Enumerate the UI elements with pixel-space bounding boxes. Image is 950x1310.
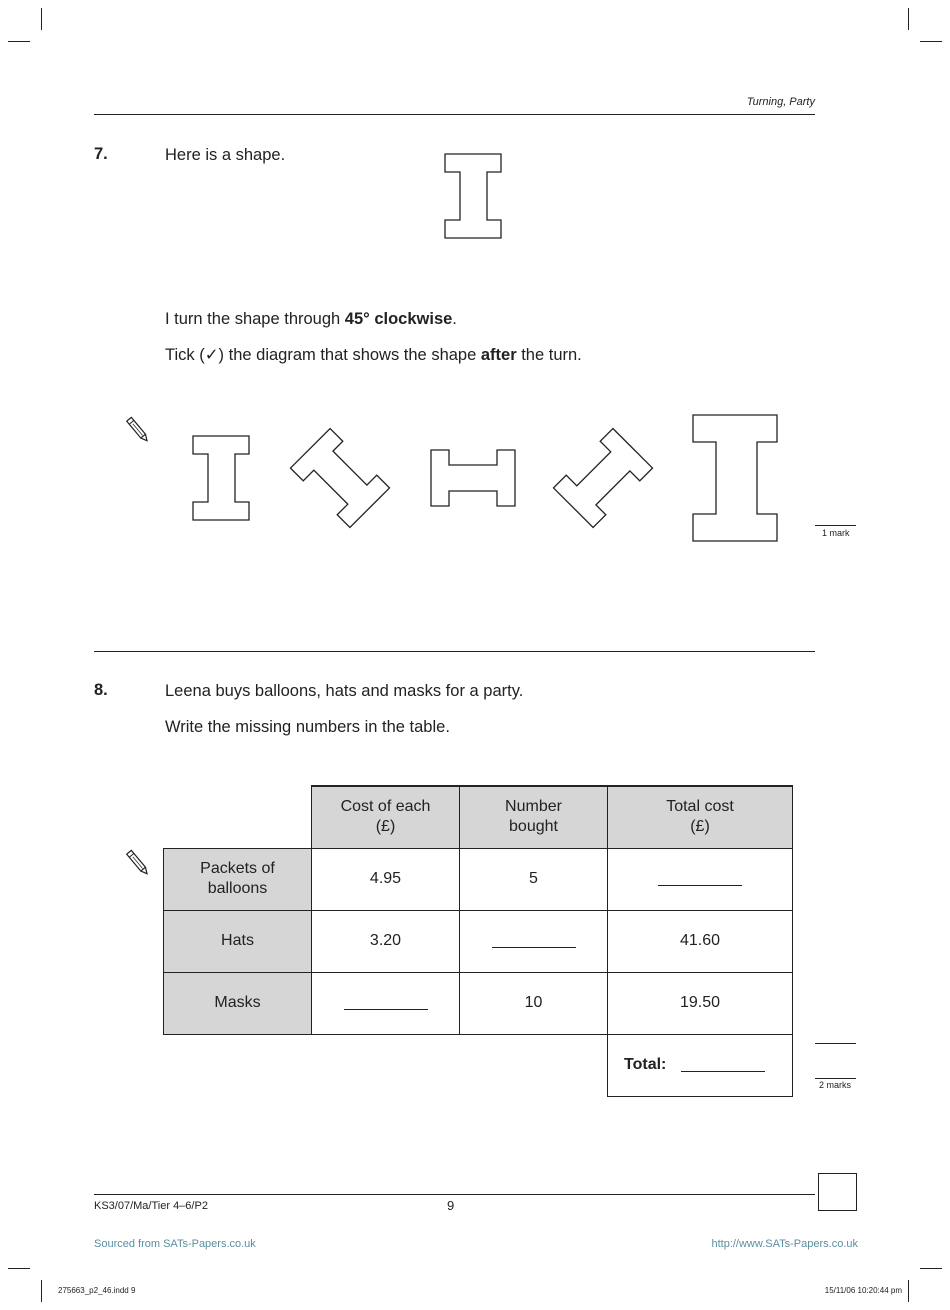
page-number: 9 bbox=[447, 1198, 455, 1213]
table-row bbox=[164, 972, 793, 1034]
row-label-masks: Masks bbox=[164, 972, 312, 1034]
q7-option-a-shape[interactable] bbox=[188, 430, 256, 526]
crop-mark bbox=[41, 1280, 42, 1302]
q7-intro: Here is a shape. bbox=[165, 146, 286, 164]
header-total-cost: Total cost (£) bbox=[608, 786, 793, 848]
q7-option-b-shape[interactable] bbox=[285, 423, 395, 533]
q7-option-c-shape[interactable] bbox=[425, 444, 521, 512]
paper-code: KS3/07/Ma/Tier 4–6/P2 bbox=[94, 1200, 208, 1212]
table-corner bbox=[164, 786, 312, 848]
q8-line1: Leena buys balloons, hats and masks for a party. bbox=[165, 682, 524, 700]
header-rule bbox=[94, 114, 815, 115]
crop-mark bbox=[920, 41, 942, 42]
q8-mark-rule bbox=[815, 1078, 856, 1079]
balloons-total-answer[interactable] bbox=[608, 848, 793, 910]
q7-option-d-shape[interactable] bbox=[548, 423, 658, 533]
table-total-row bbox=[164, 1034, 793, 1096]
q8-marks-label: 2 marks bbox=[819, 1080, 852, 1090]
table-row bbox=[164, 848, 793, 910]
header-cost-each: Cost of each (£) bbox=[312, 786, 460, 848]
pencil-icon bbox=[124, 413, 152, 447]
answer-line[interactable] bbox=[492, 934, 576, 948]
source-label: Sourced from SATs-Papers.co.uk bbox=[94, 1238, 256, 1250]
hats-total-cost: 41.60 bbox=[608, 910, 793, 972]
source-link[interactable]: http://www.SATs-Papers.co.uk bbox=[711, 1238, 858, 1250]
mark-box bbox=[818, 1173, 857, 1211]
question-number-8: 8. bbox=[94, 681, 108, 699]
crop-mark bbox=[8, 1268, 30, 1269]
q8-line2: Write the missing numbers in the table. bbox=[165, 718, 450, 736]
hats-cost-each: 3.20 bbox=[312, 910, 460, 972]
q7-instruction-turn: I turn the shape through 45° clockwise. bbox=[165, 310, 457, 328]
crop-mark bbox=[8, 41, 30, 42]
grand-total-answer[interactable] bbox=[608, 1034, 793, 1096]
total-label: Total: bbox=[624, 1056, 667, 1073]
answer-line[interactable] bbox=[344, 996, 428, 1010]
crop-mark bbox=[41, 8, 42, 30]
hats-number-answer[interactable] bbox=[460, 910, 608, 972]
q7-mark-rule bbox=[815, 525, 856, 526]
crop-mark bbox=[908, 8, 909, 30]
q7-marks-label: 1 mark bbox=[822, 528, 850, 538]
balloons-cost-each: 4.95 bbox=[312, 848, 460, 910]
q7-original-shape bbox=[440, 150, 510, 245]
q7-instruction-tick: Tick (✓) the diagram that shows the shape after the turn. bbox=[165, 346, 582, 364]
row-label-balloons: Packets of balloons bbox=[164, 848, 312, 910]
pencil-icon bbox=[124, 846, 152, 880]
answer-line[interactable] bbox=[658, 872, 742, 886]
tick-icon: ✓ bbox=[204, 346, 219, 364]
question-number-7: 7. bbox=[94, 145, 108, 163]
header-number-bought: Number bought bbox=[460, 786, 608, 848]
crop-mark bbox=[920, 1268, 942, 1269]
masks-cost-answer[interactable] bbox=[312, 972, 460, 1034]
question-separator bbox=[94, 651, 815, 652]
file-name: 275663_p2_46.indd 9 bbox=[58, 1286, 136, 1295]
q7-option-e-shape[interactable] bbox=[688, 410, 783, 546]
balloons-number-bought: 5 bbox=[460, 848, 608, 910]
crop-mark bbox=[908, 1280, 909, 1302]
party-cost-table bbox=[163, 785, 793, 1097]
table-row bbox=[164, 910, 793, 972]
print-timestamp: 15/11/06 10:20:44 pm bbox=[824, 1286, 902, 1295]
table-header-row bbox=[164, 786, 793, 848]
masks-number-bought: 10 bbox=[460, 972, 608, 1034]
q8-mark-rule bbox=[815, 1043, 856, 1044]
masks-total-cost: 19.50 bbox=[608, 972, 793, 1034]
footer-rule bbox=[94, 1194, 815, 1195]
answer-line[interactable] bbox=[681, 1058, 765, 1072]
page-header-topic: Turning, Party bbox=[746, 96, 815, 108]
row-label-hats: Hats bbox=[164, 910, 312, 972]
